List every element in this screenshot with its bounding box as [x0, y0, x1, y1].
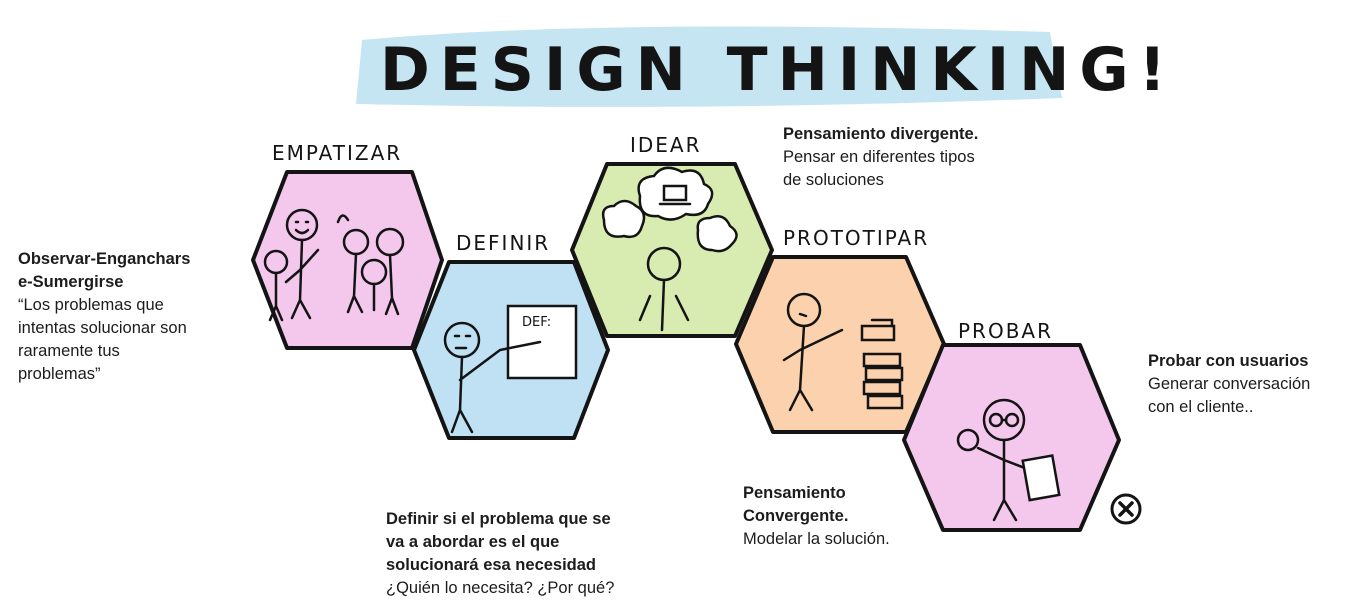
note-empatizar-line-3: raramente tus — [18, 342, 120, 360]
page-title: DESIGN THINKING! — [380, 35, 1177, 105]
note-definir-title-3: solucionará esa necesidad — [386, 556, 597, 574]
note-idear — [783, 123, 1043, 192]
note-probar — [1148, 350, 1343, 419]
hex-label-definir: DEFINIR — [456, 231, 551, 255]
note-empatizar-title-1: Observar-Enganchars — [18, 250, 191, 268]
note-empatizar-title-2: e-Sumergirse — [18, 273, 124, 291]
note-idear-line-2: de soluciones — [783, 171, 884, 189]
hex-label-probar: PROBAR — [958, 319, 1053, 343]
close-button[interactable] — [1110, 493, 1142, 525]
note-prototipar-title-2: Convergente. — [743, 507, 849, 525]
note-prototipar-line-1: Modelar la solución. — [743, 530, 890, 548]
hex-label-idear: IDEAR — [630, 133, 702, 157]
note-definir-line-1: ¿Quién lo necesita? ¿Por qué? — [386, 579, 615, 597]
circled-x-icon — [1110, 493, 1142, 525]
stage-empatizar — [253, 141, 442, 348]
note-empatizar-line-1: “Los problemas que — [18, 296, 164, 314]
hex-label-prototipar: PROTOTIPAR — [783, 226, 930, 250]
note-idear-line-1: Pensar en diferentes tipos — [783, 148, 975, 166]
def-board-text: DEF: — [522, 315, 552, 330]
hex-prototipar — [736, 257, 944, 432]
hex-empatizar — [253, 172, 442, 348]
note-definir — [386, 508, 656, 600]
note-idear-title: Pensamiento divergente. — [783, 125, 979, 143]
note-empatizar-line-4: problemas” — [18, 365, 101, 383]
note-definir-title-1: Definir si el problema que se — [386, 510, 611, 528]
note-empatizar — [18, 248, 248, 386]
note-probar-title: Probar con usuarios — [1148, 352, 1309, 370]
note-empatizar-line-2: intentas solucionar son — [18, 319, 187, 337]
note-probar-line-2: con el cliente.. — [1148, 398, 1254, 416]
note-prototipar — [743, 482, 963, 551]
note-prototipar-title-1: Pensamiento — [743, 484, 846, 502]
stage-idear — [572, 133, 772, 336]
note-probar-line-1: Generar conversación — [1148, 375, 1311, 393]
hex-label-empatizar: EMPATIZAR — [272, 141, 403, 165]
note-definir-title-2: va a abordar es el que — [386, 533, 560, 551]
